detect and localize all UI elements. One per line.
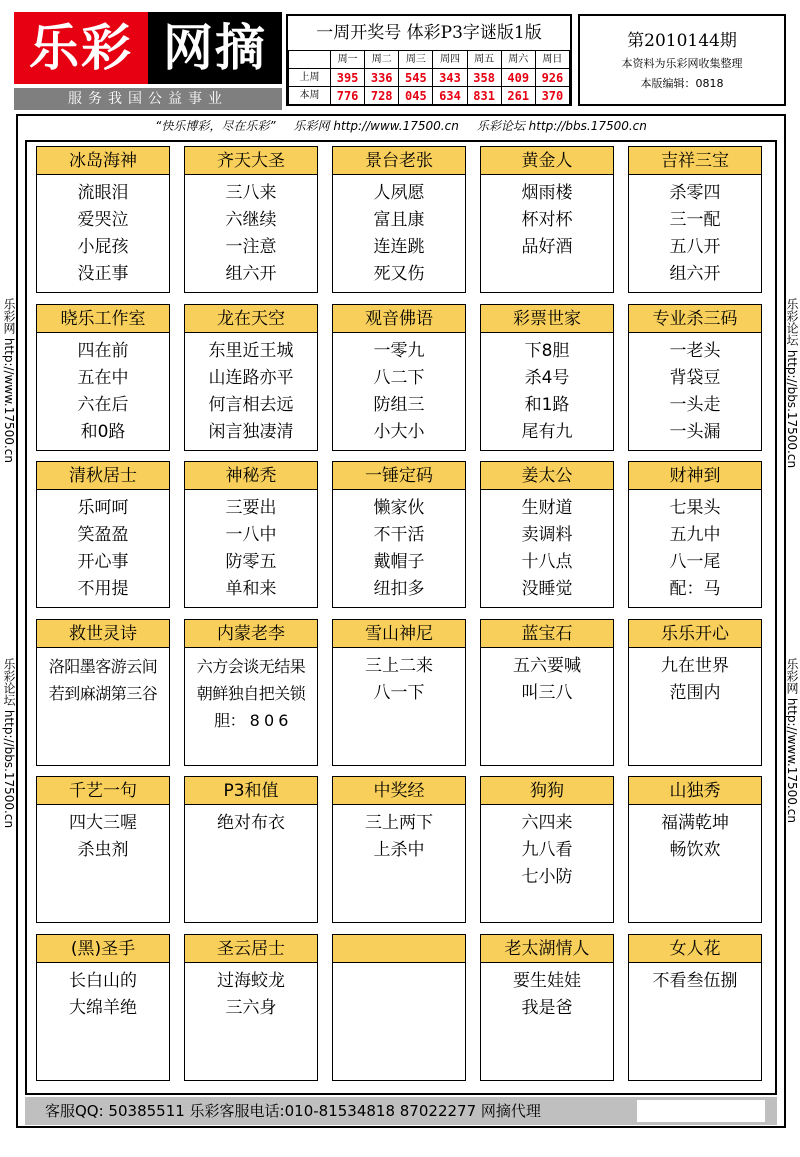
puzzle-line: 绝对布衣: [217, 813, 285, 833]
puzzle-line: 组六开: [225, 264, 277, 284]
puzzle-cell: [184, 619, 318, 766]
puzzle-line: 杀虫剂: [77, 840, 129, 860]
puzzle-cell: [628, 776, 762, 923]
puzzle-cell: [628, 461, 762, 608]
puzzle-line: 一注意: [225, 237, 277, 257]
puzzle-cell: [184, 934, 318, 1081]
puzzle-line: 六在后: [77, 395, 129, 415]
puzzle-cell-title: 龙在天空: [185, 305, 317, 333]
puzzle-line: 要生娃娃: [513, 971, 581, 991]
puzzle-cell-title: 吉祥三宝: [629, 147, 761, 175]
issue-source: 本资料为乐彩网收集整理: [621, 57, 743, 70]
puzzle-line: 一头走: [669, 395, 721, 415]
puzzle-cell: [36, 776, 170, 923]
puzzle-cell-body: [37, 648, 169, 707]
puzzle-cell: [332, 619, 466, 766]
puzzle-cell-title: 晓乐工作室: [37, 305, 169, 333]
puzzle-line: 三一配: [669, 210, 721, 230]
puzzle-cell-title: 黄金人: [481, 147, 613, 175]
puzzle-cell-title: 救世灵诗: [37, 620, 169, 648]
puzzle-line: 大绵羊绝: [69, 998, 137, 1018]
puzzle-cell-body: [481, 175, 613, 261]
banner-slogan: “快乐博彩，尽在乐彩”: [155, 119, 276, 133]
puzzle-cell-title: 乐乐开心: [629, 620, 761, 648]
puzzle-line: 防零五: [225, 552, 277, 572]
puzzle-line: 五在中: [77, 368, 129, 388]
puzzle-cell-title: 齐天大圣: [185, 147, 317, 175]
puzzle-line: 七果头: [669, 498, 721, 518]
puzzle-cell-title: 专业杀三码: [629, 305, 761, 333]
puzzle-cell: [184, 461, 318, 608]
draw-number: 545: [399, 69, 433, 87]
puzzle-line: 叫三八: [521, 683, 573, 703]
puzzle-cell: [628, 304, 762, 451]
puzzle-line: 山连路亦平: [208, 368, 294, 388]
puzzle-cell: [480, 776, 614, 923]
puzzle-line: 五九中: [669, 525, 721, 545]
puzzle-line: 配：马: [669, 579, 721, 599]
puzzle-line: 杀4号: [524, 368, 570, 388]
puzzle-cell-title: 观音佛语: [333, 305, 465, 333]
draw-number: 776: [331, 87, 365, 105]
puzzle-line: 长白山的: [69, 971, 137, 991]
puzzle-cell-body: [333, 333, 465, 446]
issue-box: [578, 14, 786, 106]
day-header: 周一: [331, 51, 365, 69]
puzzle-line: 三八来: [225, 183, 277, 203]
puzzle-cell-body: [481, 648, 613, 707]
puzzle-line: 流眼泪: [77, 183, 129, 203]
draw-number: 831: [467, 87, 501, 105]
puzzle-cell-title: 老太湖情人: [481, 935, 613, 963]
puzzle-cell: [332, 776, 466, 923]
side-text-left-top: 乐彩网 http://www.17500.cn: [2, 298, 16, 463]
puzzle-cell-body: [185, 805, 317, 837]
draw-results-table: [288, 50, 570, 105]
puzzle-line: 六继续: [225, 210, 277, 230]
puzzle-line: 防组三: [373, 395, 425, 415]
puzzle-cell: [480, 146, 614, 293]
puzzle-cell-body: [333, 648, 465, 707]
side-text-right-bottom: 乐彩网 http://www.17500.cn: [785, 658, 799, 823]
puzzle-cell-body: [481, 805, 613, 891]
puzzle-cell-title: 雪山神尼: [333, 620, 465, 648]
puzzle-cell-body: [185, 648, 317, 734]
puzzle-cell: [36, 619, 170, 766]
puzzle-cell-title: [333, 935, 465, 963]
logo-slogan: 服务我国公益事业: [14, 88, 282, 110]
row-label: 本周: [289, 87, 331, 105]
puzzle-line: 单和来: [225, 579, 277, 599]
puzzle-cell-title: 千艺一句: [37, 777, 169, 805]
puzzle-line: 五六要喊: [513, 656, 581, 676]
puzzle-cell-body: [629, 333, 761, 446]
puzzle-line: 开心事: [77, 552, 129, 572]
puzzle-cell-body: [333, 175, 465, 288]
puzzle-cell: [480, 934, 614, 1081]
puzzle-line: 胆： 8 0 6: [214, 711, 288, 730]
puzzle-line: 七小防: [521, 867, 573, 887]
puzzle-cell-body: [629, 805, 761, 864]
puzzle-line: 我是爸: [521, 998, 573, 1018]
puzzle-line: 四在前: [77, 341, 129, 361]
puzzle-line: 八一尾: [669, 552, 721, 572]
day-header: 周四: [433, 51, 467, 69]
puzzle-line: 一零九: [373, 341, 425, 361]
puzzle-line: 三上两下: [365, 813, 433, 833]
puzzle-line: 九八看: [521, 840, 573, 860]
puzzle-line: 一老头: [669, 341, 721, 361]
puzzle-line: 洛阳墨客游云间: [48, 657, 158, 676]
puzzle-line: 没正事: [77, 264, 129, 284]
puzzle-line: 笑盈盈: [77, 525, 129, 545]
puzzle-line: 组六开: [669, 264, 721, 284]
draw-number: 926: [535, 69, 569, 87]
puzzle-line: 连连跳: [373, 237, 425, 257]
day-header: 周二: [365, 51, 399, 69]
puzzle-cell-title: 财神到: [629, 462, 761, 490]
puzzle-cell-body: [37, 490, 169, 603]
footer-blank-box: [637, 1100, 765, 1122]
puzzle-cell-body: [333, 963, 465, 968]
puzzle-line: 范围内: [669, 683, 721, 703]
puzzle-cell: [332, 461, 466, 608]
puzzle-cell-body: [185, 175, 317, 288]
puzzle-cell-title: 女人花: [629, 935, 761, 963]
day-header: 周六: [501, 51, 535, 69]
puzzle-cell: [184, 776, 318, 923]
puzzle-cell-body: [629, 490, 761, 603]
puzzle-line: 烟雨楼: [521, 183, 573, 203]
draw-number: 409: [501, 69, 535, 87]
puzzle-cell: [480, 304, 614, 451]
puzzle-line: 三要出: [225, 498, 277, 518]
puzzle-cell: [332, 146, 466, 293]
draw-number: 370: [535, 87, 569, 105]
draw-number: 045: [399, 87, 433, 105]
day-header: 周三: [399, 51, 433, 69]
puzzle-line: 人夙愿: [373, 183, 425, 203]
puzzle-cell: [628, 934, 762, 1081]
logo: [14, 12, 282, 110]
puzzle-cell-body: [37, 333, 169, 446]
puzzle-line: 死又伤: [373, 264, 425, 284]
puzzle-cell-title: 蓝宝石: [481, 620, 613, 648]
puzzle-cell-title: 狗狗: [481, 777, 613, 805]
puzzle-cell-body: [481, 963, 613, 1022]
puzzle-cell: [36, 304, 170, 451]
side-text-left-bottom: 乐彩论坛 http://bbs.17500.cn: [2, 658, 16, 829]
day-header: 周日: [535, 51, 569, 69]
puzzle-cell-title: 冰岛海神: [37, 147, 169, 175]
puzzle-line: 上杀中: [373, 840, 425, 860]
puzzle-line: 若到麻湖第三谷: [48, 684, 158, 703]
table-row: [289, 87, 570, 105]
puzzle-cell-title: 内蒙老李: [185, 620, 317, 648]
puzzle-cell: [184, 304, 318, 451]
puzzle-line: 四大三喔: [69, 813, 137, 833]
draw-number: 728: [365, 87, 399, 105]
puzzle-cell-title: 圣云居士: [185, 935, 317, 963]
puzzle-line: 一头漏: [669, 422, 721, 442]
logo-text-black: 网摘: [148, 12, 282, 84]
puzzle-line: 富且康: [373, 210, 425, 230]
puzzle-line: 小屁孩: [77, 237, 129, 257]
puzzle-cell-body: [629, 963, 761, 995]
row-label: 上周: [289, 69, 331, 87]
puzzle-cell-body: [185, 490, 317, 603]
puzzle-cell: [332, 304, 466, 451]
puzzle-cell-title: 清秋居士: [37, 462, 169, 490]
puzzle-line: 杯对杯: [521, 210, 573, 230]
table-row: [289, 69, 570, 87]
puzzle-line: 畅饮欢: [669, 840, 721, 860]
puzzle-cell-body: [481, 333, 613, 446]
draw-number: 336: [365, 69, 399, 87]
draw-number: 343: [433, 69, 467, 87]
puzzle-cell-body: [37, 963, 169, 1022]
puzzle-cell: [480, 619, 614, 766]
footer-contact: 客服QQ: 50385511 乐彩客服电话:010-81534818 87022277 网摘代理: [45, 1102, 541, 1120]
draw-number: 358: [467, 69, 501, 87]
puzzle-cell-title: 中奖经: [333, 777, 465, 805]
puzzle-line: 卖调料: [521, 525, 573, 545]
banner-site-link[interactable]: 乐彩网 http://www.17500.cn: [293, 119, 459, 133]
puzzle-line: 戴帽子: [373, 552, 425, 572]
puzzle-line: 品好酒: [521, 237, 573, 257]
banner-forum-link[interactable]: 乐彩论坛 http://bbs.17500.cn: [476, 119, 647, 133]
puzzle-line: 十八点: [521, 552, 573, 572]
puzzle-line: 和0路: [80, 422, 126, 442]
puzzle-line: 杀零四: [669, 183, 721, 203]
puzzle-line: 背袋豆: [669, 368, 721, 388]
puzzle-cell-body: [185, 333, 317, 446]
puzzle-cell: [480, 461, 614, 608]
draw-results-box: [286, 14, 572, 106]
puzzle-cell-title: 一锤定码: [333, 462, 465, 490]
puzzle-line: 小大小: [373, 422, 425, 442]
puzzle-line: 不用提: [77, 579, 129, 599]
issue-number: 第2010144期: [627, 31, 737, 51]
puzzle-cell-body: [333, 490, 465, 603]
puzzle-cell: [628, 146, 762, 293]
draw-number: 261: [501, 87, 535, 105]
puzzle-line: 不干活: [373, 525, 425, 545]
puzzle-cell-body: [185, 963, 317, 1022]
puzzle-line: 八二下: [373, 368, 425, 388]
puzzle-line: 纽扣多: [373, 579, 425, 599]
day-header: 周五: [467, 51, 501, 69]
puzzle-cell: [36, 934, 170, 1081]
draw-number: 395: [331, 69, 365, 87]
puzzle-cell-title: 山独秀: [629, 777, 761, 805]
puzzle-cell-body: [629, 175, 761, 288]
puzzle-cell-body: [333, 805, 465, 864]
puzzle-line: 六方会谈无结果: [196, 657, 306, 676]
logo-text-red: 乐彩: [14, 12, 148, 84]
puzzle-line: 尾有九: [521, 422, 573, 442]
puzzle-line: 闲言独凄清: [208, 422, 294, 442]
puzzle-line: 三六身: [225, 998, 277, 1018]
puzzle-line: 不看叁伍捌: [652, 971, 738, 991]
issue-editor: 本版编辑：0818: [640, 77, 724, 90]
puzzle-cell: [184, 146, 318, 293]
puzzle-cell: [332, 934, 466, 1081]
puzzle-cell: [628, 619, 762, 766]
puzzle-line: 三上二来: [365, 656, 433, 676]
puzzle-cell-body: [37, 175, 169, 288]
puzzle-cell-body: [629, 648, 761, 707]
side-text-right-top: 乐彩论坛 http://bbs.17500.cn: [785, 298, 799, 469]
table-corner: [289, 51, 331, 69]
puzzle-line: 九在世界: [661, 656, 729, 676]
puzzle-line: 六四来: [521, 813, 573, 833]
puzzle-cell-title: 景台老张: [333, 147, 465, 175]
puzzle-line: 生财道: [521, 498, 573, 518]
puzzle-line: 过海蛟龙: [217, 971, 285, 991]
puzzle-line: 懒家伙: [373, 498, 425, 518]
puzzle-line: 乐呵呵: [77, 498, 129, 518]
puzzle-cell-title: 神秘秃: [185, 462, 317, 490]
puzzle-line: 福满乾坤: [661, 813, 729, 833]
banner: [18, 116, 784, 136]
puzzle-cell-title: (黑)圣手: [37, 935, 169, 963]
puzzle-cell-body: [37, 805, 169, 864]
puzzle-cell: [36, 461, 170, 608]
puzzle-line: 和1路: [524, 395, 570, 415]
puzzle-line: 五八开: [669, 237, 721, 257]
puzzle-cell-title: 彩票世家: [481, 305, 613, 333]
puzzle-line: 何言相去远: [208, 395, 294, 415]
footer-bar: [25, 1097, 777, 1125]
puzzle-cell-title: 姜太公: [481, 462, 613, 490]
puzzle-line: 东里近王城: [208, 341, 294, 361]
puzzle-cell-body: [481, 490, 613, 603]
puzzle-cell-title: P3和值: [185, 777, 317, 805]
draw-results-title: 一周开奖号 体彩P3字谜版1版: [316, 23, 542, 43]
puzzle-line: 爱哭泣: [77, 210, 129, 230]
puzzle-line: 没睡觉: [521, 579, 573, 599]
puzzle-line: 下8胆: [524, 341, 570, 361]
puzzle-line: 朝鲜独自把关锁: [196, 684, 306, 703]
draw-number: 634: [433, 87, 467, 105]
puzzle-line: 一八中: [225, 525, 277, 545]
puzzle-cell: [36, 146, 170, 293]
puzzle-line: 八一下: [373, 683, 425, 703]
